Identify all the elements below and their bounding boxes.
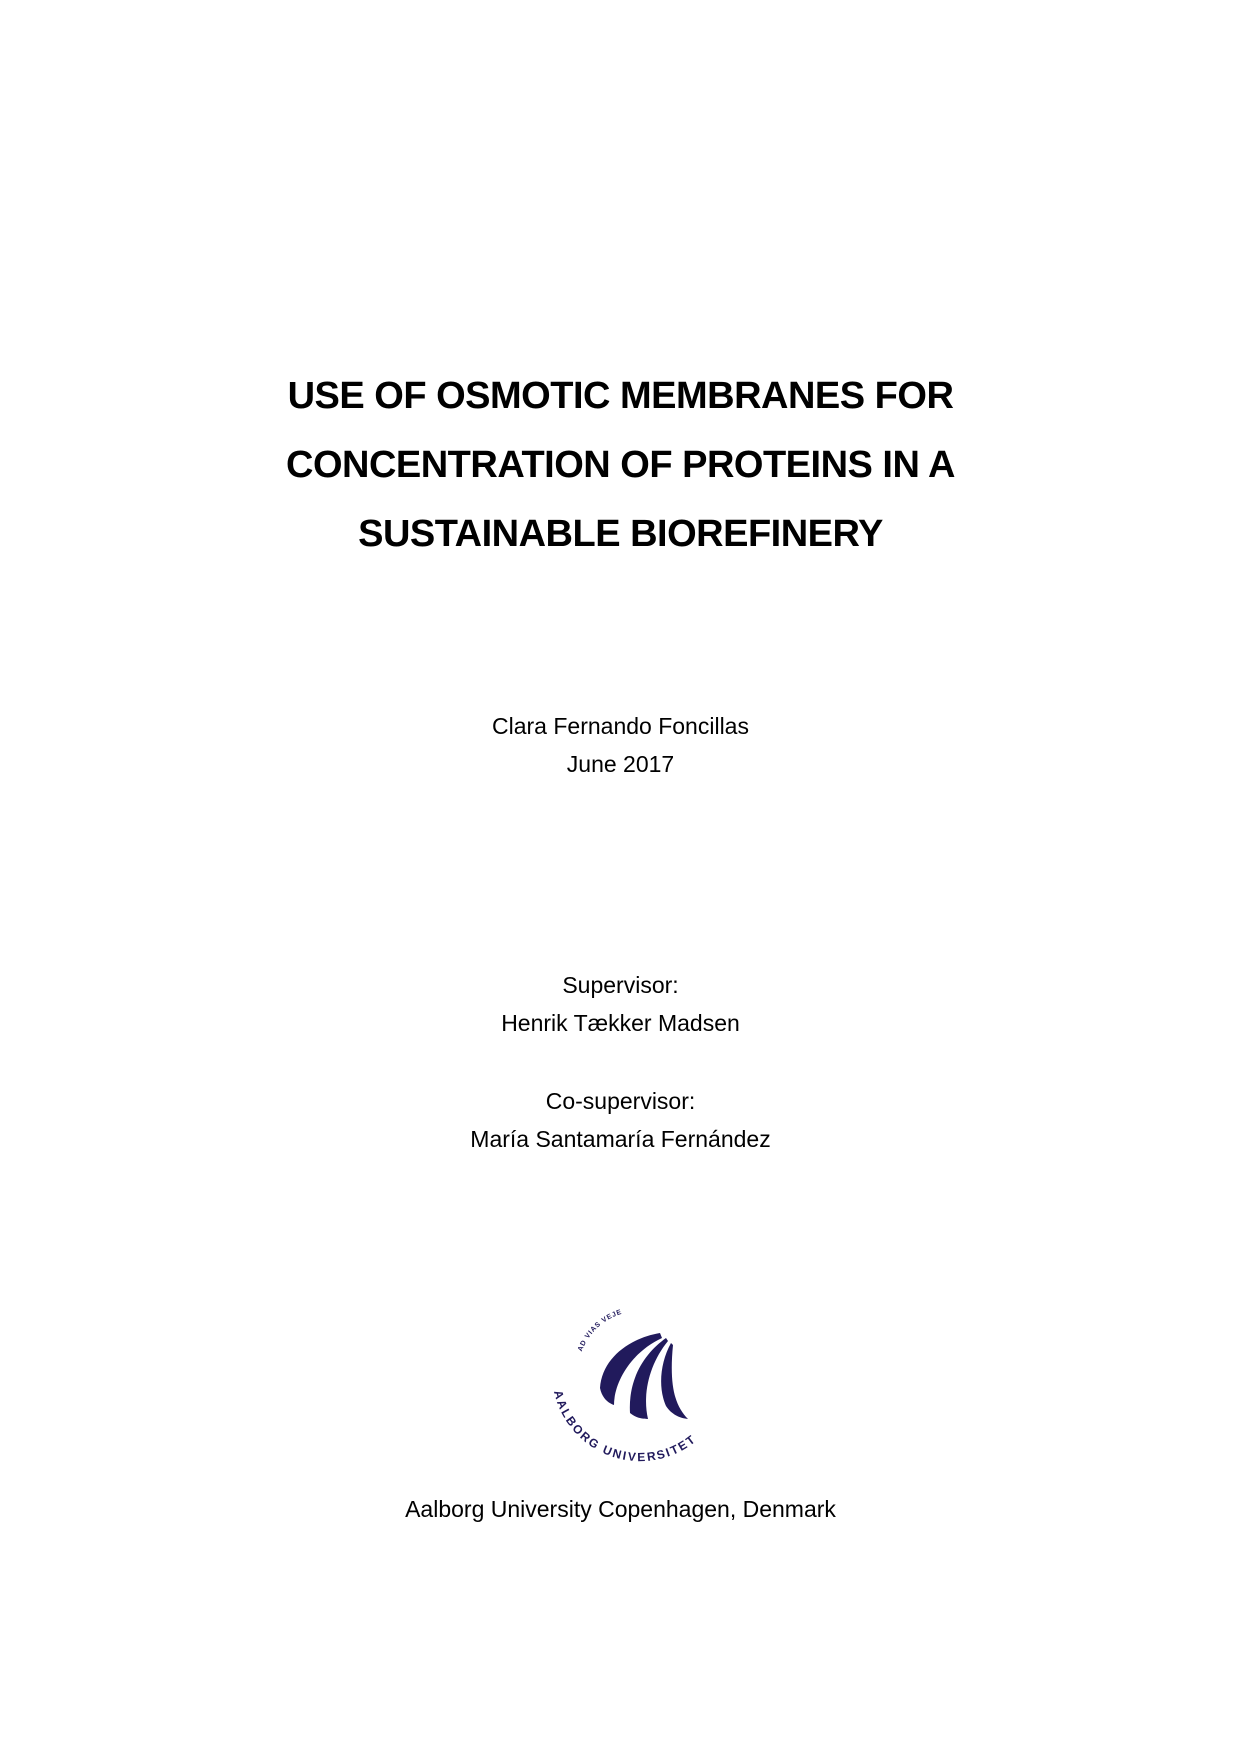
supervisor-label: Supervisor: <box>562 972 679 998</box>
aalborg-university-logo <box>535 1278 745 1478</box>
author-name: Clara Fernando Foncillas <box>492 713 749 739</box>
date: June 2017 <box>566 751 675 777</box>
cosupervisor-block <box>0 1082 1241 1158</box>
institution: Aalborg University Copenhagen, Denmark <box>405 1496 836 1522</box>
supervisor-block <box>0 966 1241 1042</box>
logo-name-text: AALBORG UNIVERSITET <box>550 1388 700 1465</box>
author-block <box>0 707 1241 783</box>
logo-strokes <box>600 1333 688 1419</box>
title-line-3: SUSTAINABLE BIOREFINERY <box>358 513 883 555</box>
supervisor-name: Henrik Tækker Madsen <box>501 1010 740 1036</box>
title-line-1: USE OF OSMOTIC MEMBRANES FOR <box>287 375 954 417</box>
document-title <box>0 362 1241 569</box>
cosupervisor-label: Co-supervisor: <box>545 1088 696 1114</box>
title-line-2: CONCENTRATION OF PROTEINS IN A <box>286 444 955 486</box>
logo-motto-text: AD VIAS VEJE <box>577 1308 624 1353</box>
cosupervisor-name: María Santamaría Fernández <box>470 1126 771 1152</box>
